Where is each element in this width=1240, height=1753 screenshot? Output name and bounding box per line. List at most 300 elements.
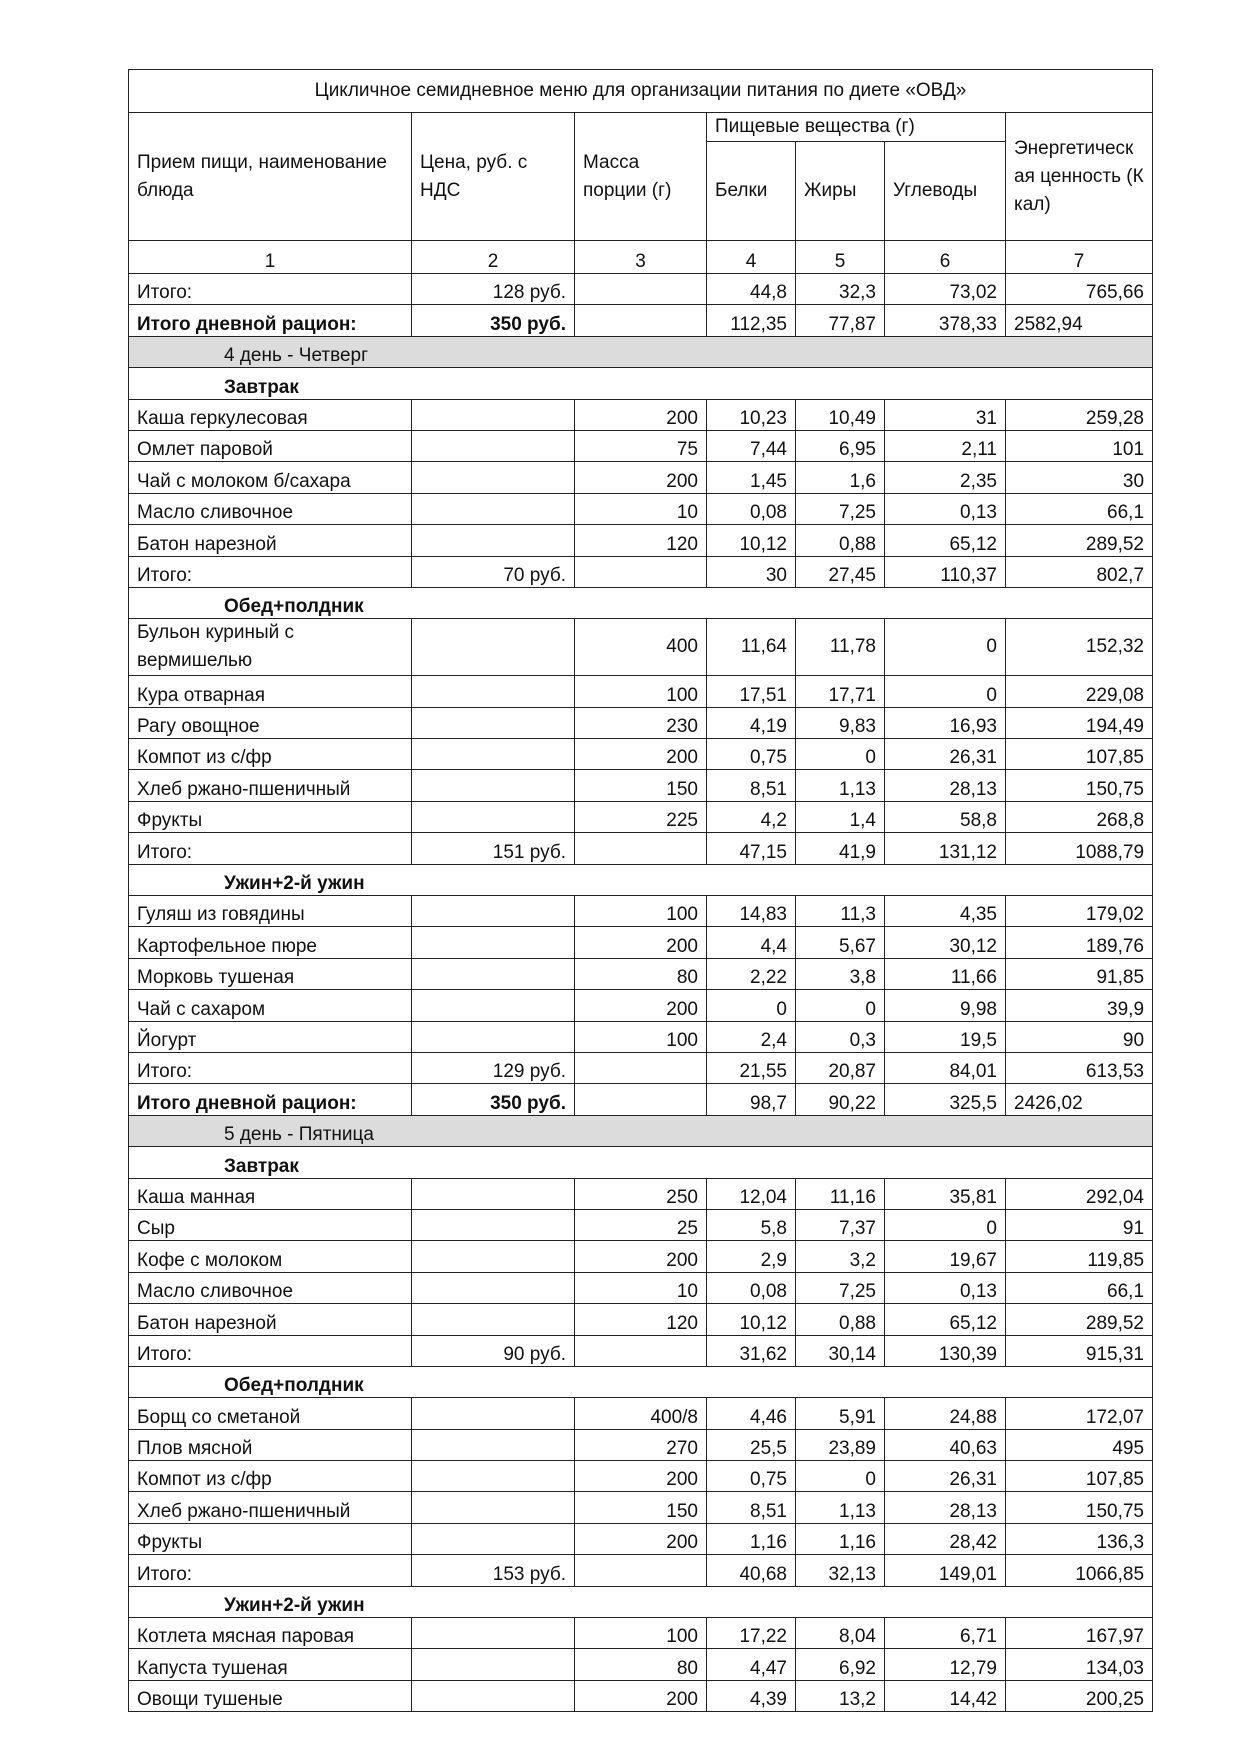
energy-cell: 107,85 (1006, 1461, 1153, 1492)
price-cell (412, 1429, 575, 1460)
column-number: 5 (796, 241, 885, 274)
column-numbers-row (129, 241, 1153, 274)
mass-cell: 225 (575, 801, 707, 832)
dish-name: Морковь тушеная (129, 958, 412, 989)
fats-cell: 20,87 (796, 1052, 885, 1083)
dish-row (129, 525, 1153, 556)
price-cell (412, 801, 575, 832)
meal-total-row (129, 1555, 1153, 1586)
energy-cell: 613,53 (1006, 1052, 1153, 1083)
energy-cell: 134,03 (1006, 1649, 1153, 1680)
price-cell (412, 619, 575, 676)
energy-cell: 167,97 (1006, 1618, 1153, 1649)
mass-cell: 100 (575, 1021, 707, 1052)
mass-cell: 80 (575, 958, 707, 989)
proteins-cell: 4,46 (707, 1398, 796, 1429)
dish-row (129, 619, 1153, 676)
day-heading-row (129, 1115, 1153, 1146)
proteins-cell: 0,08 (707, 1272, 796, 1303)
energy-cell: 200,25 (1006, 1680, 1153, 1711)
header-nutrients: Пищевые вещества (г) (707, 113, 1006, 142)
mass-cell (575, 1555, 707, 1586)
price-cell (412, 493, 575, 524)
proteins-cell: 4,39 (707, 1680, 796, 1711)
energy-cell: 495 (1006, 1429, 1153, 1460)
carbs-cell: 28,13 (885, 770, 1006, 801)
dish-row (129, 1021, 1153, 1052)
price-cell (412, 1178, 575, 1209)
meal-heading: Ужин+2-й ужин (129, 1586, 1153, 1617)
column-number: 2 (412, 241, 575, 274)
mass-cell (575, 556, 707, 587)
dish-row (129, 1618, 1153, 1649)
fats-cell: 30,14 (796, 1335, 885, 1366)
menu-body (129, 70, 1153, 1712)
header-carbs: Углеводы (885, 142, 1006, 241)
price-cell (412, 770, 575, 801)
header-proteins: Белки (707, 142, 796, 241)
proteins-cell: 5,8 (707, 1209, 796, 1240)
energy-cell: 268,8 (1006, 801, 1153, 832)
carbs-cell: 30,12 (885, 927, 1006, 958)
energy-cell: 915,31 (1006, 1335, 1153, 1366)
carbs-cell: 14,42 (885, 1680, 1006, 1711)
dish-name: Гуляш из говядины (129, 896, 412, 927)
column-number: 7 (1006, 241, 1153, 274)
proteins-cell: 112,35 (707, 305, 796, 336)
carbs-cell: 40,63 (885, 1429, 1006, 1460)
proteins-cell: 8,51 (707, 770, 796, 801)
carbs-cell: 12,79 (885, 1649, 1006, 1680)
dish-name: Масло сливочное (129, 1272, 412, 1303)
total-label: Итого: (129, 1555, 412, 1586)
mass-cell (575, 274, 707, 305)
meal-heading-row (129, 864, 1153, 895)
proteins-cell: 4,2 (707, 801, 796, 832)
mass-cell: 150 (575, 770, 707, 801)
carbs-cell: 4,35 (885, 896, 1006, 927)
proteins-cell: 0,75 (707, 1461, 796, 1492)
dish-name: Чай с сахаром (129, 990, 412, 1021)
energy-cell: 39,9 (1006, 990, 1153, 1021)
energy-cell: 1066,85 (1006, 1555, 1153, 1586)
fats-cell: 1,6 (796, 462, 885, 493)
dish-name: Капуста тушеная (129, 1649, 412, 1680)
price-cell (412, 1523, 575, 1554)
energy-cell: 179,02 (1006, 896, 1153, 927)
mass-cell: 200 (575, 990, 707, 1021)
price-cell: 350 руб. (412, 305, 575, 336)
energy-cell: 119,85 (1006, 1241, 1153, 1272)
carbs-cell: 0 (885, 676, 1006, 707)
energy-cell: 91,85 (1006, 958, 1153, 989)
energy-cell: 66,1 (1006, 493, 1153, 524)
price-cell (412, 676, 575, 707)
fats-cell: 0 (796, 1461, 885, 1492)
price-cell: 129 руб. (412, 1052, 575, 1083)
fats-cell: 3,8 (796, 958, 885, 989)
proteins-cell: 1,45 (707, 462, 796, 493)
mass-cell: 200 (575, 1461, 707, 1492)
dish-name: Чай с молоком б/сахара (129, 462, 412, 493)
carbs-cell: 2,35 (885, 462, 1006, 493)
dish-row (129, 1649, 1153, 1680)
price-cell (412, 990, 575, 1021)
price-cell (412, 1461, 575, 1492)
price-cell (412, 1272, 575, 1303)
price-cell (412, 707, 575, 738)
fats-cell: 0,88 (796, 1304, 885, 1335)
proteins-cell: 14,83 (707, 896, 796, 927)
dish-name: Бульон куриный с вермишелью (129, 619, 412, 676)
energy-cell: 2426,02 (1006, 1084, 1153, 1115)
proteins-cell: 10,12 (707, 525, 796, 556)
dish-name: Компот из с/фр (129, 739, 412, 770)
energy-cell: 259,28 (1006, 399, 1153, 430)
carbs-cell: 28,13 (885, 1492, 1006, 1523)
dish-name: Борщ со сметаной (129, 1398, 412, 1429)
energy-cell: 289,52 (1006, 525, 1153, 556)
carbs-cell: 0 (885, 1209, 1006, 1240)
carbs-cell: 58,8 (885, 801, 1006, 832)
proteins-cell: 0 (707, 990, 796, 1021)
meal-heading: Завтрак (129, 1147, 1153, 1178)
proteins-cell: 11,64 (707, 619, 796, 676)
mass-cell: 10 (575, 493, 707, 524)
price-cell (412, 1492, 575, 1523)
mass-cell (575, 1335, 707, 1366)
dish-name: Хлеб ржано-пшеничный (129, 770, 412, 801)
dish-name: Масло сливочное (129, 493, 412, 524)
carbs-cell: 65,12 (885, 1304, 1006, 1335)
dish-row (129, 430, 1153, 461)
dish-row (129, 1523, 1153, 1554)
energy-cell: 136,3 (1006, 1523, 1153, 1554)
mass-cell: 200 (575, 1680, 707, 1711)
fats-cell: 0,88 (796, 525, 885, 556)
price-cell: 128 руб. (412, 274, 575, 305)
meal-total-row (129, 274, 1153, 305)
proteins-cell: 17,51 (707, 676, 796, 707)
fats-cell: 32,13 (796, 1555, 885, 1586)
energy-cell: 289,52 (1006, 1304, 1153, 1335)
fats-cell: 41,9 (796, 833, 885, 864)
dish-row (129, 1680, 1153, 1711)
dish-name: Фрукты (129, 1523, 412, 1554)
mass-cell: 100 (575, 896, 707, 927)
meal-heading-row (129, 587, 1153, 618)
price-cell (412, 1618, 575, 1649)
dish-row (129, 1209, 1153, 1240)
energy-cell: 292,04 (1006, 1178, 1153, 1209)
dish-row (129, 896, 1153, 927)
dish-name: Омлет паровой (129, 430, 412, 461)
dish-row (129, 1492, 1153, 1523)
document-title: Цикличное семидневное меню для организации питания по диете «ОВД» (129, 70, 1153, 113)
total-label: Итого: (129, 556, 412, 587)
mass-cell (575, 1084, 707, 1115)
meal-total-row (129, 833, 1153, 864)
proteins-cell: 8,51 (707, 1492, 796, 1523)
dish-row (129, 493, 1153, 524)
header-price: Цена, руб. с НДС (412, 113, 575, 241)
dish-row (129, 1272, 1153, 1303)
meal-heading: Завтрак (129, 368, 1153, 399)
price-cell (412, 1304, 575, 1335)
menu-table (128, 69, 1153, 1712)
total-label: Итого: (129, 1335, 412, 1366)
energy-cell: 66,1 (1006, 1272, 1153, 1303)
fats-cell: 11,78 (796, 619, 885, 676)
fats-cell: 90,22 (796, 1084, 885, 1115)
dish-name: Кофе с молоком (129, 1241, 412, 1272)
meal-heading-row (129, 1586, 1153, 1617)
dish-row (129, 1178, 1153, 1209)
proteins-cell: 2,4 (707, 1021, 796, 1052)
carbs-cell: 65,12 (885, 525, 1006, 556)
carbs-cell: 11,66 (885, 958, 1006, 989)
energy-cell: 30 (1006, 462, 1153, 493)
price-cell (412, 896, 575, 927)
proteins-cell: 1,16 (707, 1523, 796, 1554)
energy-cell: 101 (1006, 430, 1153, 461)
fats-cell: 5,67 (796, 927, 885, 958)
carbs-cell: 0,13 (885, 493, 1006, 524)
dish-name: Йогурт (129, 1021, 412, 1052)
carbs-cell: 110,37 (885, 556, 1006, 587)
price-cell: 350 руб. (412, 1084, 575, 1115)
column-number: 3 (575, 241, 707, 274)
proteins-cell: 40,68 (707, 1555, 796, 1586)
dish-row (129, 927, 1153, 958)
meal-heading: Ужин+2-й ужин (129, 864, 1153, 895)
energy-cell: 802,7 (1006, 556, 1153, 587)
proteins-cell: 0,75 (707, 739, 796, 770)
proteins-cell: 17,22 (707, 1618, 796, 1649)
price-cell: 153 руб. (412, 1555, 575, 1586)
energy-cell: 172,07 (1006, 1398, 1153, 1429)
day-total-row (129, 305, 1153, 336)
fats-cell: 1,13 (796, 1492, 885, 1523)
energy-cell: 107,85 (1006, 739, 1153, 770)
dish-name: Батон нарезной (129, 525, 412, 556)
price-cell (412, 1021, 575, 1052)
dish-row (129, 1461, 1153, 1492)
carbs-cell: 325,5 (885, 1084, 1006, 1115)
carbs-cell: 73,02 (885, 274, 1006, 305)
column-number: 6 (885, 241, 1006, 274)
fats-cell: 32,3 (796, 274, 885, 305)
fats-cell: 13,2 (796, 1680, 885, 1711)
carbs-cell: 19,67 (885, 1241, 1006, 1272)
mass-cell: 200 (575, 927, 707, 958)
mass-cell: 25 (575, 1209, 707, 1240)
fats-cell: 6,95 (796, 430, 885, 461)
day-total-row (129, 1084, 1153, 1115)
fats-cell: 0 (796, 990, 885, 1021)
mass-cell: 270 (575, 1429, 707, 1460)
column-number: 4 (707, 241, 796, 274)
price-cell (412, 739, 575, 770)
proteins-cell: 2,22 (707, 958, 796, 989)
dish-row (129, 1429, 1153, 1460)
price-cell (412, 958, 575, 989)
meal-heading-row (129, 1147, 1153, 1178)
mass-cell: 10 (575, 1272, 707, 1303)
carbs-cell: 130,39 (885, 1335, 1006, 1366)
dish-name: Компот из с/фр (129, 1461, 412, 1492)
energy-cell: 1088,79 (1006, 833, 1153, 864)
carbs-cell: 35,81 (885, 1178, 1006, 1209)
carbs-cell: 24,88 (885, 1398, 1006, 1429)
meal-heading: Обед+полдник (129, 587, 1153, 618)
fats-cell: 9,83 (796, 707, 885, 738)
mass-cell: 75 (575, 430, 707, 461)
dish-row (129, 399, 1153, 430)
header-row-1 (129, 113, 1153, 142)
carbs-cell: 0 (885, 619, 1006, 676)
carbs-cell: 26,31 (885, 1461, 1006, 1492)
mass-cell: 200 (575, 1523, 707, 1554)
proteins-cell: 10,12 (707, 1304, 796, 1335)
header-energy: Энергетическая ценность (Ккал) (1006, 113, 1153, 241)
energy-cell: 152,32 (1006, 619, 1153, 676)
fats-cell: 17,71 (796, 676, 885, 707)
total-label: Итого: (129, 274, 412, 305)
dish-row (129, 676, 1153, 707)
day-heading-row (129, 336, 1153, 367)
carbs-cell: 84,01 (885, 1052, 1006, 1083)
mass-cell: 100 (575, 1618, 707, 1649)
fats-cell: 23,89 (796, 1429, 885, 1460)
mass-cell (575, 305, 707, 336)
carbs-cell: 16,93 (885, 707, 1006, 738)
fats-cell: 1,13 (796, 770, 885, 801)
mass-cell: 200 (575, 739, 707, 770)
meal-total-row (129, 1335, 1153, 1366)
fats-cell: 6,92 (796, 1649, 885, 1680)
price-cell (412, 1209, 575, 1240)
mass-cell: 230 (575, 707, 707, 738)
proteins-cell: 31,62 (707, 1335, 796, 1366)
dish-name: Кура отварная (129, 676, 412, 707)
fats-cell: 10,49 (796, 399, 885, 430)
carbs-cell: 0,13 (885, 1272, 1006, 1303)
fats-cell: 0,3 (796, 1021, 885, 1052)
carbs-cell: 19,5 (885, 1021, 1006, 1052)
fats-cell: 11,16 (796, 1178, 885, 1209)
meal-heading-row (129, 368, 1153, 399)
dish-name: Плов мясной (129, 1429, 412, 1460)
proteins-cell: 12,04 (707, 1178, 796, 1209)
price-cell: 90 руб. (412, 1335, 575, 1366)
mass-cell (575, 833, 707, 864)
mass-cell: 400 (575, 619, 707, 676)
dish-row (129, 1304, 1153, 1335)
fats-cell: 11,3 (796, 896, 885, 927)
dish-name: Сыр (129, 1209, 412, 1240)
dish-name: Рагу овощное (129, 707, 412, 738)
dish-row (129, 801, 1153, 832)
fats-cell: 7,25 (796, 493, 885, 524)
total-label: Итого: (129, 1052, 412, 1083)
proteins-cell: 0,08 (707, 493, 796, 524)
carbs-cell: 9,98 (885, 990, 1006, 1021)
meal-heading-row (129, 1366, 1153, 1397)
mass-cell: 200 (575, 1241, 707, 1272)
total-label: Итого дневной рацион: (129, 1084, 412, 1115)
proteins-cell: 4,47 (707, 1649, 796, 1680)
dish-row (129, 1398, 1153, 1429)
proteins-cell: 98,7 (707, 1084, 796, 1115)
mass-cell: 400/8 (575, 1398, 707, 1429)
carbs-cell: 6,71 (885, 1618, 1006, 1649)
energy-cell: 765,66 (1006, 274, 1153, 305)
dish-name: Каша геркулесовая (129, 399, 412, 430)
proteins-cell: 4,4 (707, 927, 796, 958)
price-cell (412, 1398, 575, 1429)
dish-row (129, 990, 1153, 1021)
energy-cell: 150,75 (1006, 770, 1153, 801)
dish-row (129, 462, 1153, 493)
energy-cell: 229,08 (1006, 676, 1153, 707)
fats-cell: 5,91 (796, 1398, 885, 1429)
dish-name: Овощи тушеные (129, 1680, 412, 1711)
mass-cell: 120 (575, 1304, 707, 1335)
dish-name: Хлеб ржано-пшеничный (129, 1492, 412, 1523)
header-mass: Масса порции (г) (575, 113, 707, 241)
price-cell (412, 1649, 575, 1680)
proteins-cell: 30 (707, 556, 796, 587)
carbs-cell: 149,01 (885, 1555, 1006, 1586)
proteins-cell: 2,9 (707, 1241, 796, 1272)
dish-name: Батон нарезной (129, 1304, 412, 1335)
meal-total-row (129, 556, 1153, 587)
header-fats: Жиры (796, 142, 885, 241)
mass-cell: 100 (575, 676, 707, 707)
price-cell (412, 462, 575, 493)
total-label: Итого: (129, 833, 412, 864)
dish-name: Фрукты (129, 801, 412, 832)
dish-row (129, 958, 1153, 989)
fats-cell: 27,45 (796, 556, 885, 587)
header-meal: Прием пищи, наименование блюда (129, 113, 412, 241)
dish-row (129, 707, 1153, 738)
price-cell (412, 525, 575, 556)
column-number: 1 (129, 241, 412, 274)
mass-cell: 200 (575, 399, 707, 430)
proteins-cell: 47,15 (707, 833, 796, 864)
title-row (129, 70, 1153, 113)
meal-heading: Обед+полдник (129, 1366, 1153, 1397)
fats-cell: 8,04 (796, 1618, 885, 1649)
proteins-cell: 25,5 (707, 1429, 796, 1460)
carbs-cell: 26,31 (885, 739, 1006, 770)
carbs-cell: 28,42 (885, 1523, 1006, 1554)
dish-row (129, 1241, 1153, 1272)
dish-row (129, 770, 1153, 801)
day-heading: 5 день - Пятница (129, 1115, 1153, 1146)
fats-cell: 0 (796, 739, 885, 770)
energy-cell: 91 (1006, 1209, 1153, 1240)
carbs-cell: 31 (885, 399, 1006, 430)
proteins-cell: 10,23 (707, 399, 796, 430)
dish-name: Котлета мясная паровая (129, 1618, 412, 1649)
price-cell (412, 399, 575, 430)
mass-cell: 80 (575, 1649, 707, 1680)
energy-cell: 90 (1006, 1021, 1153, 1052)
mass-cell: 120 (575, 525, 707, 556)
